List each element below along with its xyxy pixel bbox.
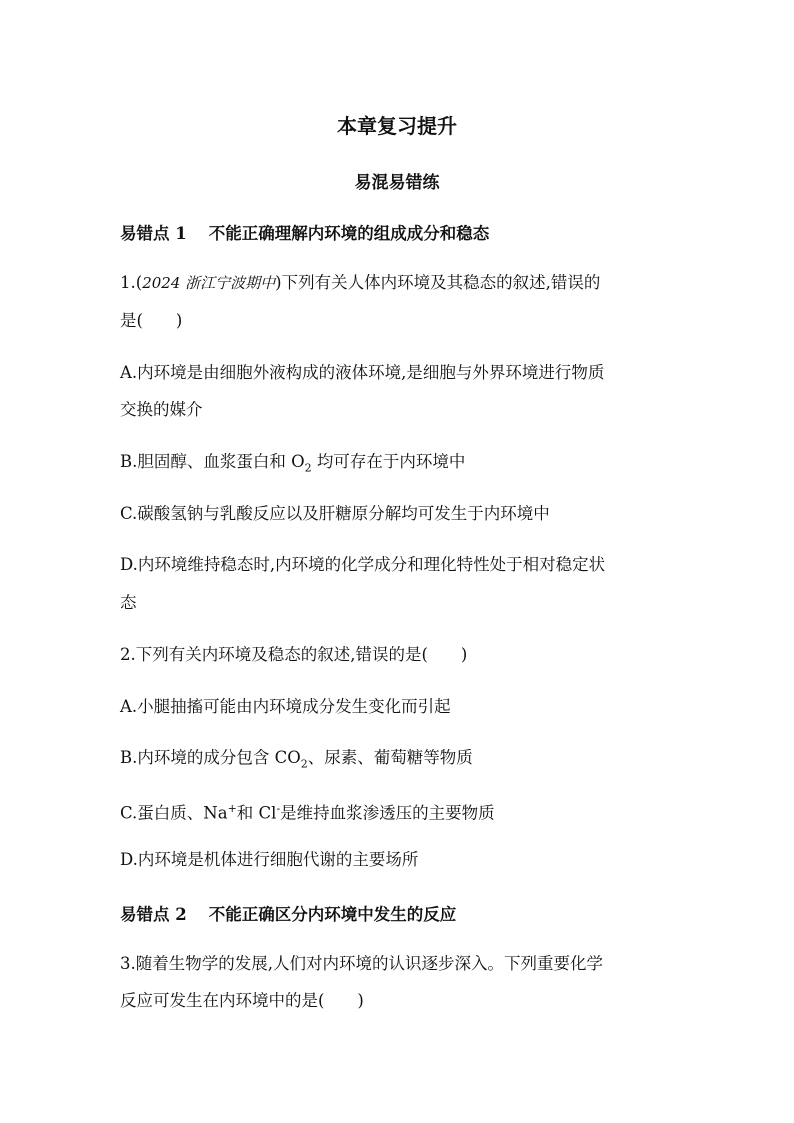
q2-option-d: D.内环境是机体进行细胞代谢的主要场所 xyxy=(120,850,419,869)
error-point-2-heading xyxy=(120,901,456,925)
q1-option-b: B.胆固醇、血浆蛋白和 $O_2$ 均可存在于内环境中 xyxy=(120,452,466,475)
q2-option-c: C.蛋白质、Na+和 Cl-是维持血浆渗透压的主要物质 xyxy=(120,802,495,823)
error-point-number: 易错点 2 xyxy=(120,905,187,924)
section-subtitle: 易混易错练 xyxy=(354,173,440,193)
question-3-stem-line2: 反应可发生在内环境中的是( ) xyxy=(120,991,364,1010)
q1-option-a-line2: 交换的媒介 xyxy=(120,400,203,419)
q1-option-a-line1: A.内环境是由细胞外液构成的液体环境,是细胞与外界环境进行物质 xyxy=(120,363,605,382)
question-1-stem-line1: 1.(2024 浙江宁波期中)下列有关人体内环境及其稳态的叙述,错误的 xyxy=(120,273,601,292)
question-source: 2024 浙江宁波期中 xyxy=(142,274,276,292)
question-3-stem-line1: 3.随着生物学的发展,人们对内环境的认识逐步深入。下列重要化学 xyxy=(120,954,603,973)
q1-option-d-line1: D.内环境维持稳态时,内环境的化学成分和理化特性处于相对稳定状 xyxy=(120,555,606,574)
chapter-title: 本章复习提升 xyxy=(337,114,457,138)
q1-option-c: C.碳酸氢钠与乳酸反应以及肝糖原分解均可发生于内环境中 xyxy=(120,504,550,523)
q2-option-a: A.小腿抽搐可能由内环境成分发生变化而引起 xyxy=(120,697,451,716)
question-1-stem-line2: 是( ) xyxy=(120,311,183,330)
error-point-number: 易错点 1 xyxy=(120,224,187,243)
q2-option-b: B.内环境的成分包含 $CO_2$、尿素、葡萄糖等物质 xyxy=(120,748,473,771)
question-2-stem: 2.下列有关内环境及稳态的叙述,错误的是( ) xyxy=(120,645,468,664)
error-point-text: 不能正确理解内环境的组成成分和稳态 xyxy=(208,224,490,243)
error-point-1-heading xyxy=(120,220,489,244)
q1-option-d-line2: 态 xyxy=(120,593,137,612)
error-point-text: 不能正确区分内环境中发生的反应 xyxy=(208,905,457,924)
